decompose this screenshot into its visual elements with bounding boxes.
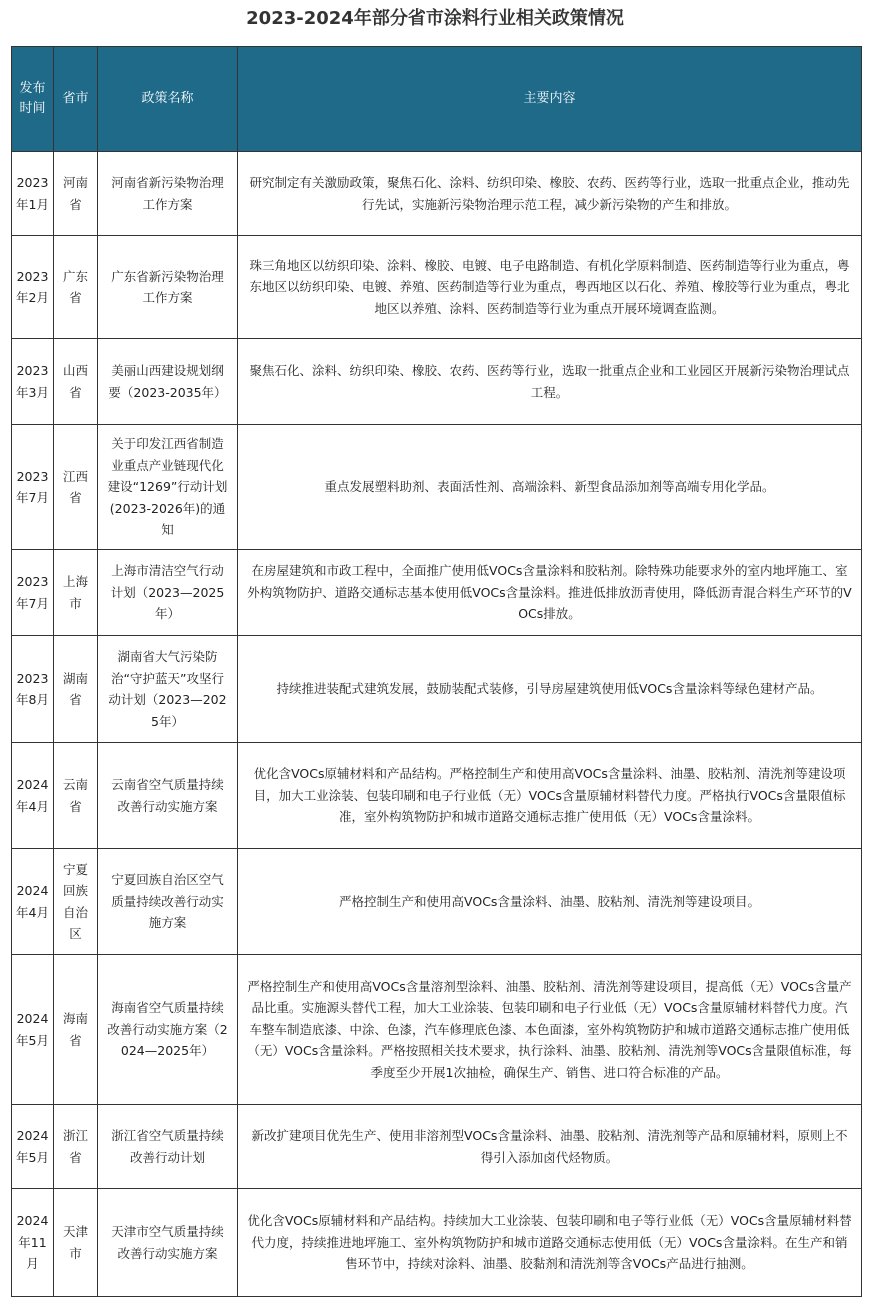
province-cell: 江西省 [54,425,98,550]
table-row [12,550,862,636]
content-cell: 优化含VOCs原辅材料和产品结构。严格控制生产和使用高VOCs含量涂料、油墨、胶粘剂、清洗剂等建设项目，加大工业涂装、包装印刷和电子行业低（无）VOCs含量原辅材料替代力度。严格执行VOCs含量限值标准，室外构筑物防护和城市道路交通标志推广使用低（无）VOCs含量涂料。 [238,743,862,849]
table-row [12,955,862,1105]
table-row [12,425,862,550]
time-cell: 2024年4月 [12,849,54,955]
content-cell: 严格控制生产和使用高VOCs含量涂料、油墨、胶粘剂、清洗剂等建设项目。 [238,849,862,955]
policy-name-cell: 上海市清洁空气行动计划（2023—2025年） [98,550,238,636]
province-cell: 湖南省 [54,636,98,743]
content-cell: 研究制定有关激励政策，聚焦石化、涂料、纺织印染、橡胶、农药、医药等行业，选取一批重点企业，推动先行先试，实施新污染物治理示范工程，减少新污染物的产生和排放。 [238,152,862,236]
time-cell: 2024年4月 [12,743,54,849]
province-cell: 海南省 [54,955,98,1105]
time-cell: 2023年7月 [12,425,54,550]
province-cell: 上海市 [54,550,98,636]
time-cell: 2024年11月 [12,1189,54,1297]
province-cell: 山西省 [54,339,98,425]
policy-name-cell: 海南省空气质量持续改善行动实施方案（2024—2025年） [98,955,238,1105]
policy-name-cell: 广东省新污染物治理工作方案 [98,236,238,339]
province-cell: 天津市 [54,1189,98,1297]
content-cell: 优化含VOCs原辅材料和产品结构。持续加大工业涂装、包装印刷和电子等行业低（无）VOCs含量原辅材料替代力度，持续推进地坪施工、室外构筑物防护和城市道路交通标志使用低（无）VOCs含量涂料。在生产和销售环节中，持续对涂料、油墨、胶黏剂和清洗剂等含VOCs产品进行抽测。 [238,1189,862,1297]
time-cell: 2023年8月 [12,636,54,743]
header-province: 省市 [54,47,98,152]
policy-name-cell: 湖南省大气污染防治“守护蓝天”攻坚行动计划（2023—2025年） [98,636,238,743]
table-row [12,1105,862,1189]
content-cell: 珠三角地区以纺织印染、涂料、橡胶、电镀、电子电路制造、有机化学原料制造、医药制造等行业为重点，粤东地区以纺织印染、电镀、养殖、医药制造等行业为重点，粤西地区以石化、养殖、橡胶等行业为重点，粤北地区以养殖、涂料、医药制造等行业为重点开展环境调查监测。 [238,236,862,339]
province-cell: 云南省 [54,743,98,849]
province-cell: 河南省 [54,152,98,236]
time-cell: 2023年2月 [12,236,54,339]
province-cell: 广东省 [54,236,98,339]
content-cell: 持续推进装配式建筑发展，鼓励装配式装修，引导房屋建筑使用低VOCs含量涂料等绿色建材产品。 [238,636,862,743]
policy-name-cell: 浙江省空气质量持续改善行动计划 [98,1105,238,1189]
page-title: 2023-2024年部分省市涂料行业相关政策情况 [246,8,624,29]
time-cell: 2023年1月 [12,152,54,236]
table-row [12,636,862,743]
table-row [12,339,862,425]
content-cell: 在房屋建筑和市政工程中，全面推广使用低VOCs含量涂料和胶粘剂。除特殊功能要求外的室内地坪施工、室外构筑物防护、道路交通标志基本使用低VOCs含量涂料。推进低排放沥青使用，降低沥青混合料生产环节的VOCs排放。 [238,550,862,636]
table-row [12,743,862,849]
province-cell: 宁夏回族自治区 [54,849,98,955]
time-cell: 2024年5月 [12,955,54,1105]
header-policy: 政策名称 [98,47,238,152]
header-content: 主要内容 [238,47,862,152]
province-cell: 浙江省 [54,1105,98,1189]
time-cell: 2023年7月 [12,550,54,636]
policy-name-cell: 天津市空气质量持续改善行动实施方案 [98,1189,238,1297]
table-header-row [12,47,862,152]
policy-name-cell: 美丽山西建设规划纲要（2023-2035年） [98,339,238,425]
content-cell: 重点发展塑料助剂、表面活性剂、高端涂料、新型食品添加剂等高端专用化学品。 [238,425,862,550]
policy-name-cell: 宁夏回族自治区空气质量持续改善行动实施方案 [98,849,238,955]
time-cell: 2024年5月 [12,1105,54,1189]
table-row [12,1189,862,1297]
content-cell: 新改扩建项目优先生产、使用非溶剂型VOCs含量涂料、油墨、胶粘剂、清洗剂等产品和原辅材料，原则上不得引入添加卤代烃物质。 [238,1105,862,1189]
policy-table [11,46,862,1297]
content-cell: 严格控制生产和使用高VOCs含量溶剂型涂料、油墨、胶粘剂、清洗剂等建设项目，提高低（无）VOCs含量产品比重。实施源头替代工程，加大工业涂装、包装印刷和电子行业低（无）VOCs含量原辅材料替代力度。汽车整车制造底漆、中涂、色漆，汽车修理底色漆、本色面漆，室外构筑物防护和城市道路交通标志推广使用低（无）VOCs含量涂料。严格按照相关技术要求，执行涂料、油墨、胶粘剂、清洗剂等VOCs含量限值标准，每季度至少开展1次抽检，确保生产、销售、进口符合标准的产品。 [238,955,862,1105]
table-row [12,849,862,955]
time-cell: 2023年3月 [12,339,54,425]
policy-name-cell: 云南省空气质量持续改善行动实施方案 [98,743,238,849]
policy-name-cell: 河南省新污染物治理工作方案 [98,152,238,236]
content-cell: 聚焦石化、涂料、纺织印染、橡胶、农药、医药等行业，选取一批重点企业和工业园区开展新污染物治理试点工程。 [238,339,862,425]
header-time: 发布时间 [12,47,54,152]
table-row [12,236,862,339]
policy-name-cell: 关于印发江西省制造业重点产业链现代化建设“1269”行动计划(2023-2026年)的通知 [98,425,238,550]
table-row [12,152,862,236]
